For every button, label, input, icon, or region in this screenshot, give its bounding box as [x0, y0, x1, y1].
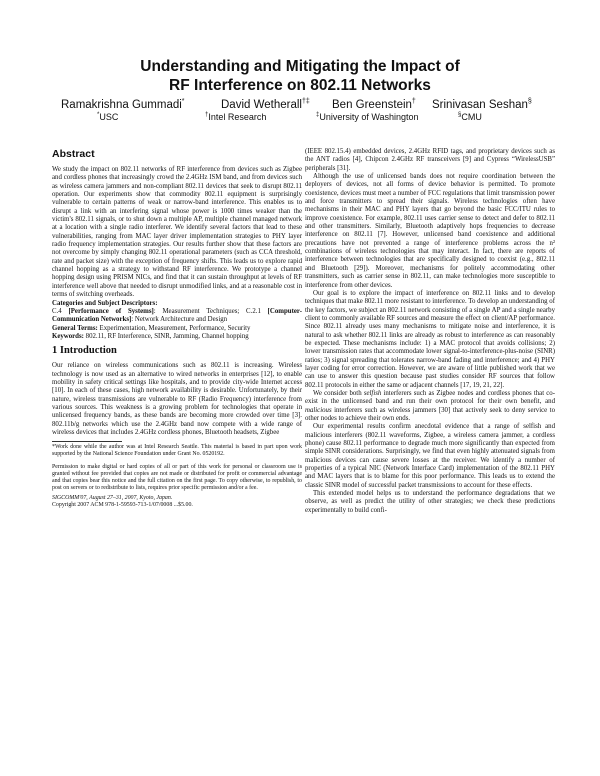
right-paragraph-5: Our experimental results confirm anecdotal evidence that a range of selfish and malicious interferers (802.11 waveforms, Zigbee, a wireless camera jammer, a cordless phone) cause 802.11 performance to degrade much more significantly than expected from simple SINR considerations. Surprisingly, we find that even highly attenuated signals from malicious devices can cause severe losses at the receiver. We identify a number of properties of a typical NIC (Network Interface Card) implementation of the 802.11 PHY and MAC layers that is to blame for this poor performance. This leads us to extend the classic SINR model of successful packet transmissions to account for these effects. [305, 423, 555, 489]
permission-notice: Permission to make digital or hard copies of all or part of this work for personal or classroom use is granted without fee provided that copies are not made or distributed for profit or commercial advantage and that copies bear this notice and the full citation on the first page. To copy otherwise, to republish, to post on servers or to redistribute to lists, requires prior specific permission and/or a fee. [52, 464, 302, 492]
right-paragraph-1: (IEEE 802.15.4) embedded devices, 2.4GHz RFID tags, and proprietary devices such as the ANT radios [4], Chipcon 2.4GHz RF transceivers [9] and Cypress “WirelessUSB” peripherals [31]. [305, 148, 555, 172]
keywords: Keywords: 802.11, RF Interference, SINR, Jamming, Channel hopping [52, 332, 249, 340]
general-terms: General Terms: Experimentation, Measurement, Performance, Security [52, 324, 251, 332]
affiliation-2: †Intel Research [205, 112, 267, 122]
affiliation-1: *USC [97, 112, 119, 122]
left-column [52, 148, 302, 509]
author-2: David Wetherall†‡ [221, 98, 310, 111]
right-column [305, 148, 555, 515]
paper-title-line-1: Understanding and Mitigating the Impact of [140, 58, 460, 75]
affiliation-4: §CMU [458, 112, 482, 122]
right-paragraph-2: Although the use of unlicensed bands does not require coordination between the deployers of devices, not all forms of device behavior is permitted. To promote coexistence, devices must meet a number of FCC regulations that limit transmission power and force transmitters to spread their signals. Wireless technologies often have mechanisms in their MAC and PHY layers that go beyond the basic FCC/ITU rules to improve coexistence. For example, 802.11 uses carrier sense to detect and defer to 802.11 and other transmitters. Similarly, Bluetooth adaptively hops frequencies to decrease interference on 802.11 [7]. However, unlicensed band coexistence and additional precautions have not prevented a range of interference problems across the n² combinations of wireless technologies that may interact. In fact, there are reports of interference between technologies that are specifically designed to coexist (e.g., 802.11 and Bluetooth [29]). Moreover, mechanisms for politely accommodating other transmitters, such as carrier sense in 802.11, can make technologies more susceptible to interference from other devices. [305, 173, 555, 289]
author-4: Srinivasan Seshan§ [432, 98, 532, 111]
categories-heading: Categories and Subject Descriptors: [52, 299, 158, 307]
abstract-heading: Abstract [52, 148, 95, 160]
right-paragraph-4: We consider both selfish interferers such as Zigbee nodes and cordless phones that co-exist in the unlicensed band and run their own protocol for their own benefit, and malicious interferers such as wireless jammers [30] that actively seek to deny service to other nodes to achieve their own ends. [305, 389, 556, 422]
footnote-work: *Work done while the author was at Intel Research Seattle. This material is based in part upon work supported by the National Science Foundation under Grant No. 0520192. [52, 444, 302, 458]
introduction-heading: 1 Introduction [52, 345, 117, 357]
abstract-text: We study the impact on 802.11 networks of RF interference from devices such as Zigbee and cordless phones that increasingly crowd the 2.4GHz ISM band, and from devices such as wireless camera jammers and non-compliant 802.11 devices that seek to disrupt 802.11 operation. Our experiments show that commodity 802.11 equipment is surprisingly vulnerable to certain patterns of weak or narrow-band interference. This enables us to disrupt a link with an interfering signal whose power is 1000 times weaker than the victim's 802.11 signals, or to shut down a multiple AP, multiple channel managed network at a location with a single radio interferer. We identify several factors that lead to these vulnerabilities, ranging from MAC layer driver implementation strategies to PHY layer radio frequency implementation strategies. Our results further show that these factors are not overcome by simply changing 802.11 operational parameters (such as CCA threshold, rate and packet size) with the exception of frequency shifts. This leads us to explore rapid channel hopping as a strategy to withstand RF interference. We prototype a channel hopping design using PRISM NICs, and find that it can sustain throughput at levels of RF interference well above that needed to disrupt unmodified links, and at a reasonable cost in terms of switching overheads. [52, 166, 302, 299]
footnote-divider [52, 441, 122, 442]
affiliation-3: ‡University of Washington [316, 112, 419, 122]
author-1: Ramakrishna Gummadi* [61, 98, 185, 111]
author-3: Ben Greenstein† [332, 98, 416, 111]
paper-title-line-2: RF Interference on 802.11 Networks [169, 77, 431, 94]
right-paragraph-6: This extended model helps us to understand the performance degradations that we observe, as well as predict the utility of other strategies; we check these predictions experimentally to build confi- [305, 490, 555, 514]
intro-paragraph: Our reliance on wireless communications such as 802.11 is increasing. Wireless technology is now used as an alternative to wired networks in enterprises [12], to enable mobility in safety critical settings like hospitals, and to provide city-wide Internet access [10]. In each of these cases, high network availability is desirable. Unfortunately, by their nature, wireless transmissions are vulnerable to RF (Radio Frequency) interference from various sources. This weakness is a growing problem for technologies that operate in unlicensed frequency bands, as these bands are becoming more crowded over time [3]. 802.11b/g networks which use the 2.4GHz band now compete with a wide range of wireless devices that includes 2.4GHz cordless phones, Bluetooth headsets, Zigbee [52, 362, 302, 436]
categories-text: C.4 [Performance of Systems]: Measurement Techniques; C.2.1 [Computer-Communication Networks]: Network Architecture and Design [52, 307, 302, 324]
conference-line: SIGCOMM'07, August 27–31, 2007, Kyoto, Japan. [52, 495, 173, 502]
right-paragraph-3: Our goal is to explore the impact of interference on 802.11 links and to develop techniques that make 802.11 more resistant to interference. To develop an understanding of the key factors, we subject an 802.11 network consisting of a single AP and a single nearby client to commonly available RF sources and measure the effect on client/AP performance. Since 802.11 already uses many mechanisms to mitigate noise and interference, it is natural to ask whether 802.11 links are already as robust to interference as can reasonably be expected. These mechanisms include: 1) a MAC protocol that avoids collisions; 2) lower transmission rates that accommodate lower signal-to-interference-plus-noise (SINR) ratios; 3) signal spreading that tolerates narrow-band fading and interference; and 4) PHY layer coding for error correction. However, we are aware of little published work that we can use to answer this question because past studies consider RF sources that follow 802.11 protocols in either the same or adjacent channels [17, 19, 21, 22]. [305, 289, 555, 389]
copyright-line: Copyright 2007 ACM 978-1-59593-713-1/07/0008 ...$5.00. [52, 502, 193, 509]
